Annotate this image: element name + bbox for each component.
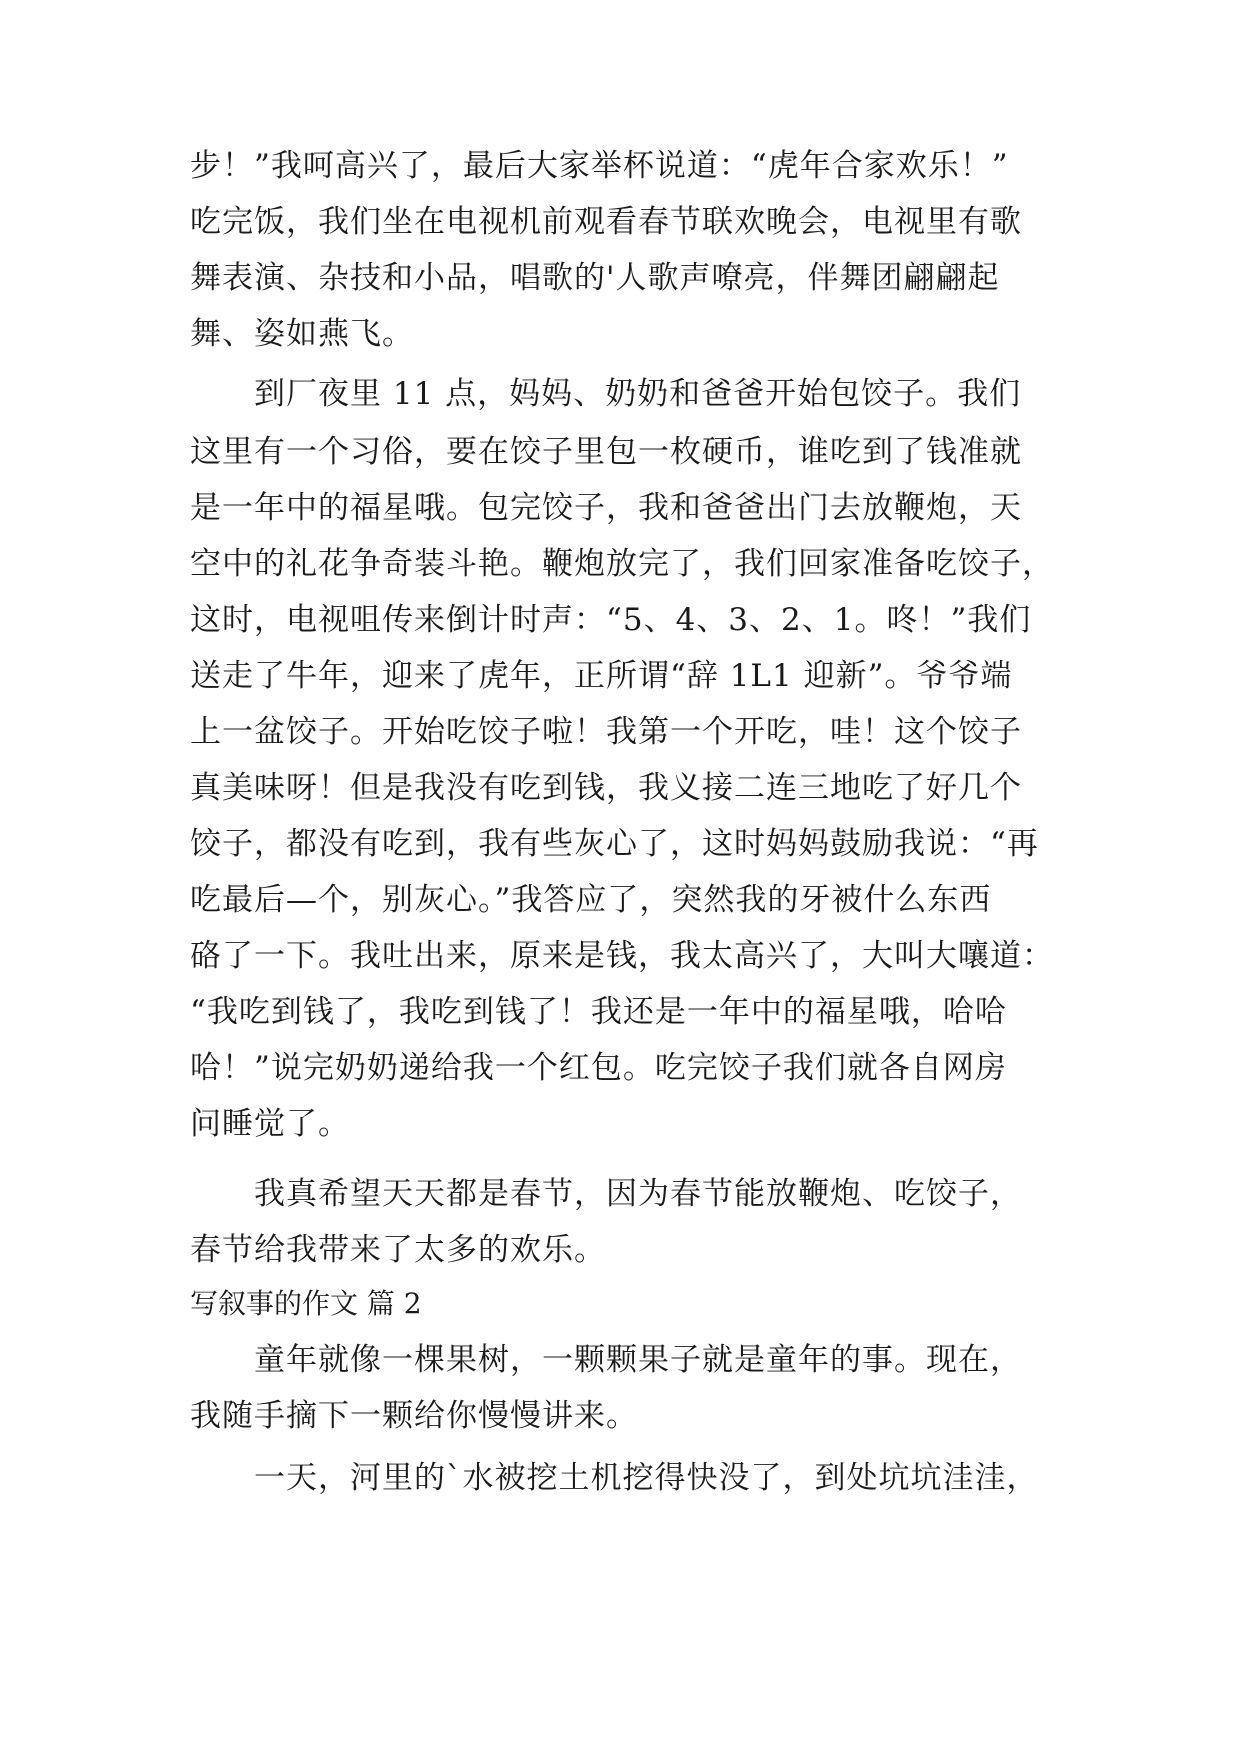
- text-line: 真美味呀！但是我没有吃到钱，我义接二连三地吃了好几个: [190, 770, 1022, 806]
- text-line: 上一盆饺子。开始吃饺子啦！我第一个开吃，哇！这个饺子: [190, 714, 1022, 750]
- text-line: 空中的礼花争奇装斗艳。鞭炮放完了，我们回家准备吃饺子，: [190, 546, 1054, 582]
- text-line: 送走了牛年，迎来了虎年，正所谓“辞 1L1 迎新”。爷爷端: [190, 658, 1013, 694]
- text-line: 我随手摘下一颗给你慢慢讲来。: [190, 1398, 638, 1434]
- text-line: 吃最后—个，别灰心。”我答应了，突然我的牙被什么东西: [190, 882, 992, 918]
- paragraph-start: 童年就像一棵果树，一颗颗果子就是童年的事。现在，: [254, 1342, 1022, 1378]
- text-line: 舞表演、杂技和小品，唱歌的'人歌声嘹亮，伴舞团翩翩起: [190, 260, 1000, 296]
- text-line: 饺子，都没有吃到，我有些灰心了，这时妈妈鼓励我说：“再: [190, 826, 1039, 862]
- text-line: 哈！”说完奶奶递给我一个红包。吃完饺子我们就各自网房: [190, 1050, 1007, 1086]
- text-line: 步！”我呵高兴了，最后大家举杯说道：“虎年合家欢乐！”: [190, 148, 1009, 184]
- paragraph-start: 一天，河里的`水被挖土机挖得快没了，到处坑坑洼洼，: [254, 1460, 1039, 1496]
- text-line: 问睡觉了。: [190, 1106, 350, 1142]
- text-line: 这时，电视咀传来倒计时声：“5、4、3、2、1。咚！”我们: [190, 602, 1032, 638]
- paragraph-start: 我真希望天天都是春节，因为春节能放鞭炮、吃饺子，: [254, 1176, 1022, 1212]
- text-line: 是一年中的福星哦。包完饺子，我和爸爸出门去放鞭炮，天: [190, 490, 1022, 526]
- text-line: “我吃到钱了，我吃到钱了！我还是一年中的福星哦，哈哈: [190, 994, 1007, 1030]
- paragraph-start: 到厂夜里 11 点，妈妈、奶奶和爸爸开始包饺子。我们: [254, 376, 1022, 412]
- text-line: 春节给我带来了太多的欢乐。: [190, 1232, 606, 1268]
- text-line: 舞、姿如燕飞。: [190, 316, 414, 352]
- section-heading: 写叙事的作文 篇 2: [190, 1287, 422, 1320]
- text-line: 这里有一个习俗，要在饺子里包一枚硬币，谁吃到了钱准就: [190, 434, 1022, 470]
- text-line: 吃完饭，我们坐在电视机前观看春节联欢晚会，电视里有歌: [190, 204, 1022, 240]
- text-line: 硌了一下。我吐出来，原来是钱，我太高兴了，大叫大嚷道：: [190, 938, 1054, 974]
